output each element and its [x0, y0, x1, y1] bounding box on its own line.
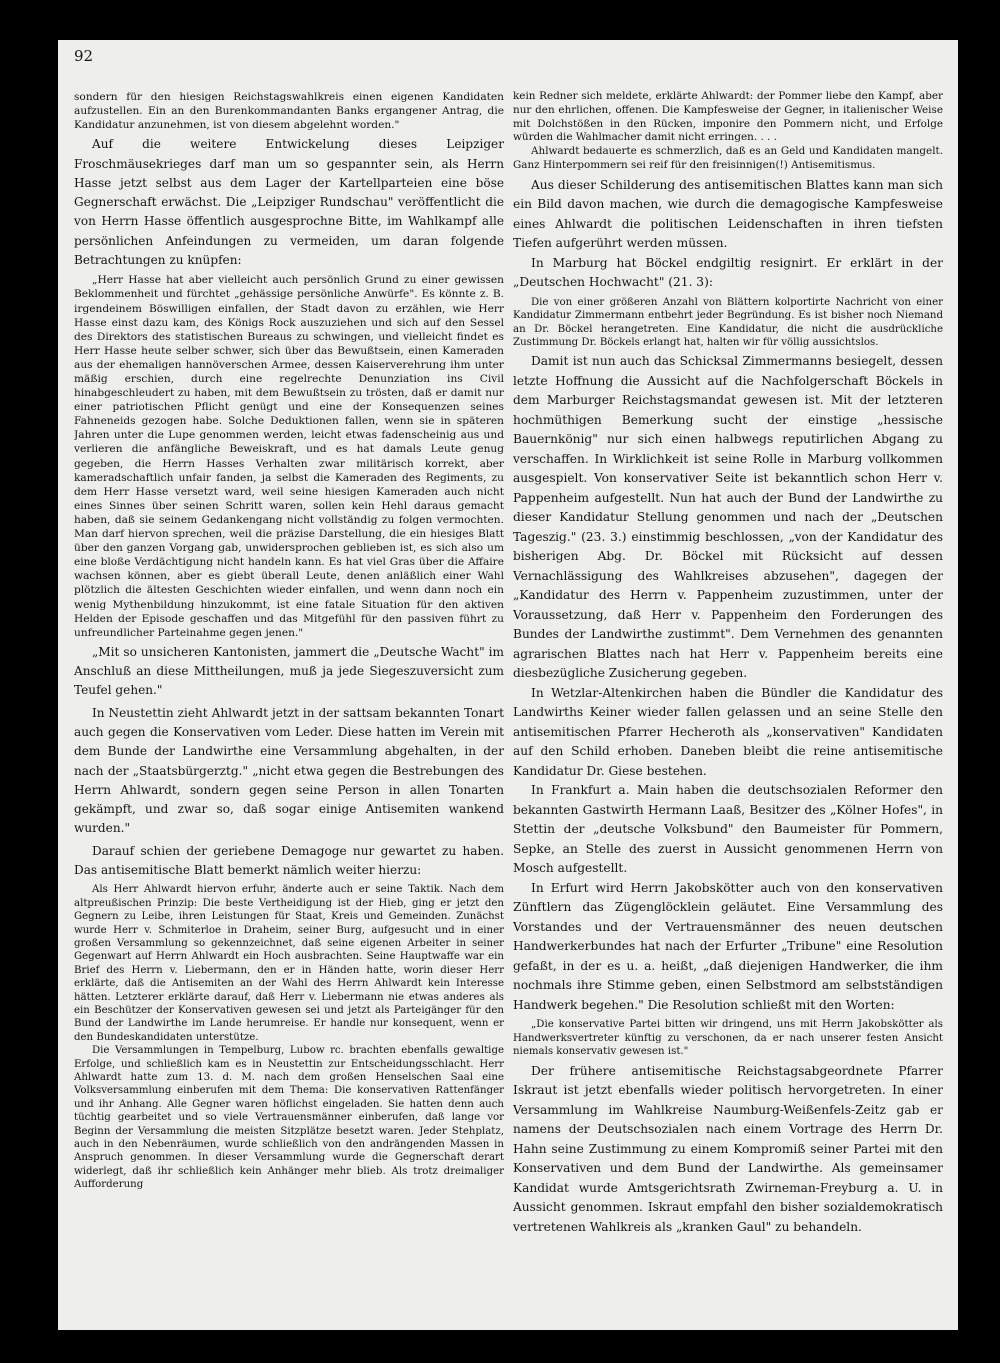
paragraph-marburg: In Marburg hat Böckel endgiltig resignirt. Er erklärt in der „Deutschen Hochwacht" (21. 3):: [513, 255, 943, 290]
document-page: [58, 40, 958, 1330]
quote-versammlungen: Die Versammlungen in Tempelburg, Lubow rc. brachten ebenfalls gewaltige Erfolge, und schließlich kam es in Neustettin zur Entscheidungsschlacht. Herr Ahlwardt hatte zum 13. d. M. nach dem großen Henselschen Saal eine Volksversammlung einberufen mit dem Thema: Die konservativen Rattenfänger und ihr Anhang. Alle Gegner waren höflichst eingeladen. Sie hatten denn auch tüchtig gearbeitet und so viele Vertrauensmänner einberufen, daß lange vor Beginn der Versammlung die meisten Sitzplätze besetzt waren. Jeder Stehplatz, auch in den Nebenräumen, wurde schließlich von den andrängenden Massen in Anspruch genommen. In dieser Versammlung wurde die Gegnerschaft derart widerlegt, daß ihr schließlich kein Anhänger mehr blieb. Als trotz dreimaliger Aufforderung: [74, 1045, 504, 1191]
paragraph-deutsche-wacht: „Mit so unsicheren Kantonisten, jammert die „Deutsche Wacht" im Anschluß an diese Mittheilungen, muß ja jede Siegeszuversicht zum Teufel gehen.": [74, 644, 504, 698]
paragraph-schilderung: Aus dieser Schilderung des antisemitischen Blattes kann man sich ein Bild davon machen, wie durch die demagogische Kampfesweise eines Ahlwardt die politischen Leidenschaften in ihren tiefsten Tiefen aufgerührt werden müssen.: [513, 177, 943, 251]
paragraph-leipzig: Auf die weitere Entwickelung dieses Leipziger Froschmäusekrieges darf man um so gespannter sein, als Herrn Hasse jetzt selbst aus dem Lager der Kartellparteien eine böse Gegnerschaft erwächst. Die „Leipziger Rundschau" veröffentlicht die von Herrn Hasse öffentlich ausgesprochne Bitte, im Wahlkampf alle persönlichen Anfeindungen zu vermeiden, um daran folgende Betrachtungen zu knüpfen:: [74, 137, 504, 268]
paragraph-demagogue: Darauf schien der geriebene Demagoge nur gewartet zu haben. Das antisemitische Blatt bemerkt nämlich weiter hierzu:: [74, 843, 504, 878]
paragraph-neustettin: In Neustettin zieht Ahlwardt jetzt in der sattsam bekannten Tonart auch gegen die Konservativen vom Leder. Diese hatten im Verein mit dem Bunde der Landwirthe eine Versammlung abgehalten, in der nach der „Staatsbürgerztg." „nicht etwa gegen die Bestrebungen des Herrn Ahlwardt, sondern gegen seine Person in allen Tonarten gekämpft, und zwar so, daß sogar einige Antisemiten wankend wurden.": [74, 705, 504, 836]
paragraph-frankfurt: In Frankfurt a. Main haben die deutschsozialen Reformer den bekannten Gastwirth Hermann Laaß, Besitzer des „Kölner Hofes", in Stettin der „deutsche Volksbund" den Baumeister für Pommern, Sepke, an Stelle des zuerst in Aussicht genommenen Herrn von Mosch aufgestellt.: [513, 783, 943, 876]
quote-deutsche-hochwacht: Die von einer größeren Anzahl von Blättern kolportirte Nachricht von einer Kandidatur Zimmermann entbehrt jeder Begründung. Es ist bisher noch Niemand an Dr. Böckel herangetreten. Eine Kandidatur, die nicht die ausdrückliche Zustimmung Dr. Böckels erlangt hat, halten wir für völlig aussichtslos.: [513, 296, 943, 348]
paragraph-iskraut: Der frühere antisemitische Reichstagsabgeordnete Pfarrer Iskraut ist jetzt ebenfalls wieder politisch hervorgetreten. In einer Versammlung im Wahlkreise Naumburg-Weißenfels-Zeitz gab er namens der Deutschsozialen nach einem Vortrage des Herrn Dr. Hahn seine Zustimmung zu einem Kompromiß seiner Partei mit den Konservativen und dem Bund der Landwirthe. Als gemeinsamer Kandidat wurde Amtsgerichtsrath Zwirneman-Freyburg a. U. in Aussicht genommen. Iskraut empfahl den bisher sozialdemokratisch vertretenen Wahlkreis als „kranken Gaul" zu behandeln.: [513, 1063, 943, 1234]
right-column: [513, 90, 943, 1237]
quote-continuation: kein Redner sich meldete, erklärte Ahlwardt: der Pommer liebe den Kampf, aber nur den ehrlichen, offenen. Die Kampfesweise der Gegner, in italienischer Weise mit Dolchstößen in den Rücken, imponire den Pommern nicht, und Erfolge würden die Wahlmacher damit nicht erringen. . . .: [513, 90, 943, 144]
quote-ahlwardt-tactics: Als Herr Ahlwardt hiervon erfuhr, änderte auch er seine Taktik. Nach dem altpreußischen Prinzip: Die beste Vertheidigung ist der Hieb, ging er jetzt den Gegnern zu Leibe, ihren Leistungen für Staat, Kreis und Gemeinden. Zunächst wurde Herr v. Schmiterloe in Draheim, seiner Burg, aufgesucht und in einer großen Versammlung so gekennzeichnet, daß seine eigenen Arbeiter in seiner Gegenwart auf Herrn Ahlwardt ein Hoch ausbrachten. Seine Hauptwaffe war ein Brief des Herrn v. Liebermann, den er in Händen hatte, worin dieser Herr erklärte, daß die Antisemiten an der Wahl des Herrn Ahlwardt kein Interesse hätten. Letzterer erklärte darauf, daß Herr v. Liebermann nie etwas anderes als ein Beschützer der Konservativen gewesen sei und jetzt als Parteigänger für den Bund der Landwirthe im Lande herumreise. Er handle nur konsequent, wenn er den Bundeskandidaten unterstütze.: [74, 884, 504, 1043]
paragraph-erfurt: In Erfurt wird Herrn Jakobskötter auch von den konservativen Zünftlern das Zügenglöcklein geläutet. Eine Versammlung des Vorstandes und der Vertrauensmänner des neuen deutschen Handwerkerbundes hat nach der Erfurter „Tribune" eine Resolution gefaßt, in der es u. a. heißt, „daß diejenigen Handwerker, die ihm nochmals ihre Stimme geben, einen Selbstmord am selbstständigen Handwerk begehen." Die Resolution schließt mit den Worten:: [513, 880, 943, 1012]
quote-leipziger-rundschau: „Herr Hasse hat aber vielleicht auch persönlich Grund zu einer gewissen Beklommenheit und fürchtet „gehässige persönliche Anwürfe". Es könnte z. B. irgendeinem Böswilligen einfallen, der Stadt davon zu erzählen, wie Herr Hasse einst dazu kam, des Königs Rock auszuziehen und sich auf den Sessel des Direktors des statistischen Bureaus zu schwingen, und vielleicht findet es Herr Hasse heute selber schwer, sich über das Bewußtsein, einen Kameraden aus der ehemaligen hannöverschen Armee, dessen Kaiserverehrung ihm unter mäßig erschien, durch eine regelrechte Denunziation ins Civil hinabgeschleudert zu haben, mit dem Bewußtsein zu trösten, daß er damit nur einer patriotischen Pflicht genügt und eine der Konsequenzen seines Fahneneids gezogen habe. Solche Deduktionen fallen, wenn sie in späteren Jahren unter die Lupe genommen werden, leicht etwas fadenscheinig aus und verlieren die anfängliche Beweiskraft, und es hat damals Leute genug gegeben, die Herrn Hasses Verhalten zwar militärisch korrekt, aber kameradschaftlich unfair fanden, ja selbst die Kameraden des Regiments, zu dem Herr Hasse versetzt ward, weil seine hiesigen Kameraden auch nicht eines Sinnes über seinen Schritt waren, sollen kein Hehl daraus gemacht haben, daß sie seinem Gedankengang nicht vollständig zu folgen vermochten. Man darf hiervon sprechen, weil die präzise Darstellung, die ein hiesiges Blatt über den ganzen Vorgang gab, unwidersprochen geblieben ist, es sich also um eine bloße Verdächtigung nicht handeln kann. Es hat viel Gras über die Affaire wachsen können, aber es giebt überall Leute, denen anläßlich einer Wahl plötzlich die ältesten Geschichten wieder einfallen, und wenn dann noch ein wenig Mythenbildung hinzukommt, ist eine fatale Situation für den aktiven Helden der Episode geschaffen und das Mitgefühl für den passiven führt zu unfreundlicher Parteinahme gegen jenen.": [74, 274, 504, 639]
page-number: 92: [74, 47, 94, 65]
quote-resolution: „Die konservative Partei bitten wir dringend, uns mit Herrn Jakobskötter als Handwerksvertreter künftig zu verschonen, da er nach unserer festen Ansicht niemals konservativ gewesen ist.": [513, 1019, 943, 1058]
quote-ahlwardt-regret: Ahlwardt bedauerte es schmerzlich, daß es an Geld und Kandidaten mangelt. Ganz Hinterpommern sei reif für den freisinnigen(!) Antisemitismus.: [513, 145, 943, 171]
paragraph-zimmermann: Damit ist nun auch das Schicksal Zimmermanns besiegelt, dessen letzte Hoffnung die Aussicht auf die Nachfolgerschaft Böckels in dem Marburger Reichstagsmandat gewesen ist. Mit der letzteren hochmüthigen Bemerkung sucht der einstige „hessische Bauernkönig" nur sich einen halbwegs reputirlichen Abgang zu verschaffen. In Wirklichkeit ist seine Rolle in Marburg vollkommen ausgespielt. Von konservativer Seite ist bekanntlich schon Herr v. Pappenheim aufgestellt. Nun hat auch der Bund der Landwirthe zu dieser Kandidatur Stellung genommen und nach der „Deutschen Tageszig." (23. 3.) einstimmig beschlossen, „von der Kandidatur des bisherigen Abg. Dr. Böckel mit Rücksicht auf dessen Vernachlässigung des Wahlkreises abzusehen", dagegen der „Kandidatur des Herrn v. Pappenheim zuzustimmen, unter der Voraussetzung, daß Herr v. Pappenheim den Forderungen des Bundes der Landwirthe zustimmt". Dem Vernehmen des genannten agrarischen Blattes nach hat Herr v. Pappenheim bereits eine diesbezügliche Zusicherung gegeben.: [513, 354, 943, 681]
paragraph-continuation: sondern für den hiesigen Reichstagswahlkreis einen eigenen Kandidaten aufzustellen. Ein an den Burenkommandanten Banks ergangener Antrag, die Kandidatur anzunehmen, ist von diesem abgelehnt worden.": [74, 91, 504, 132]
left-column: [74, 90, 504, 1192]
paragraph-wetzlar: In Wetzlar-Altenkirchen haben die Bündler die Kandidatur des Landwirths Keiner wieder fallen gelassen und an seine Stelle den antisemitischen Pfarrer Hecheroth als „konservativen" Kandidaten auf den Schild erhoben. Daneben bleibt die reine antisemitische Kandidatur Dr. Giese bestehen.: [513, 685, 943, 778]
